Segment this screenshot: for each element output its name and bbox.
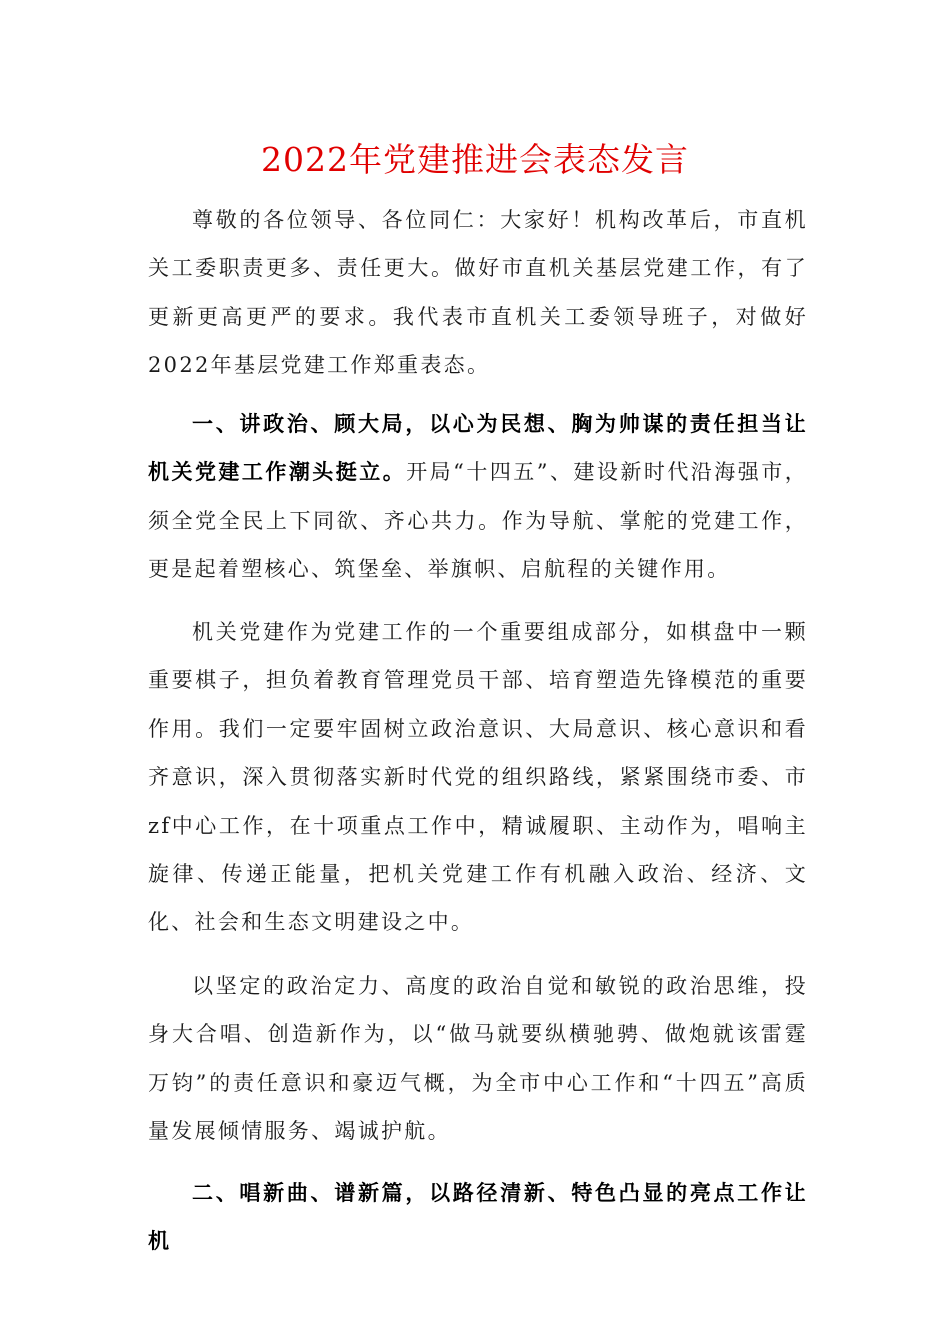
section-heading: 一、讲政治、顾大局，以心为民想、胸为帅谋的责任担当让机关党建工作潮头挺立。 (148, 411, 808, 485)
paragraph-section-one (148, 400, 808, 594)
paragraph-section-two (148, 1169, 808, 1266)
paragraph-text: 机关党建作为党建工作的一个重要组成部分，如棋盘中一颗重要棋子，担负着教育管理党员干部、培育塑造先锋模范的重要作用。我们一定要牢固树立政治意识、大局意识、核心意识和看齐意识，深入贯彻落实新时代党的组织路线，紧紧围绕市委、市zf中心工作，在十项重点工作中，精诚履职、主动作为，唱响主旋律、传递正能量，把机关党建工作有机融入政治、经济、文化、社会和生态文明建设之中。 (148, 620, 808, 935)
paragraph-text: 开局“十四五”、建设新时代沿海强市，须全党全民上下同欲、齐心共力。作为导航、掌舵的党建工作，更是起着塑核心、筑堡垒、举旗帜、启航程的关键作用。 (148, 460, 808, 582)
paragraph-political-determination (148, 962, 808, 1156)
paragraph-text: 尊敬的各位领导、各位同仁：大家好！机构改革后，市直机关工委职责更多、责任更大。做好市直机关基层党建工作，有了更新更高更严的要求。我代表市直机关工委领导班子，对做好2022年基层党建工作郑重表态。 (148, 208, 808, 378)
paragraph-party-building (148, 608, 808, 947)
section-heading: 二、唱新曲、谱新篇，以路径清新、特色凸显的亮点工作让机 (148, 1180, 808, 1254)
document-title: 2022年党建推进会表态发言 (261, 140, 689, 179)
paragraph-text: 以坚定的政治定力、高度的政治自觉和敏锐的政治思维，投身大合唱、创造新作为，以“做马就要纵横驰骋、做炮就该雷霆万钧”的责任意识和豪迈气概，为全市中心工作和“十四五”高质量发展倾情服务、竭诚护航。 (148, 974, 808, 1144)
paragraph-greeting (148, 196, 808, 390)
